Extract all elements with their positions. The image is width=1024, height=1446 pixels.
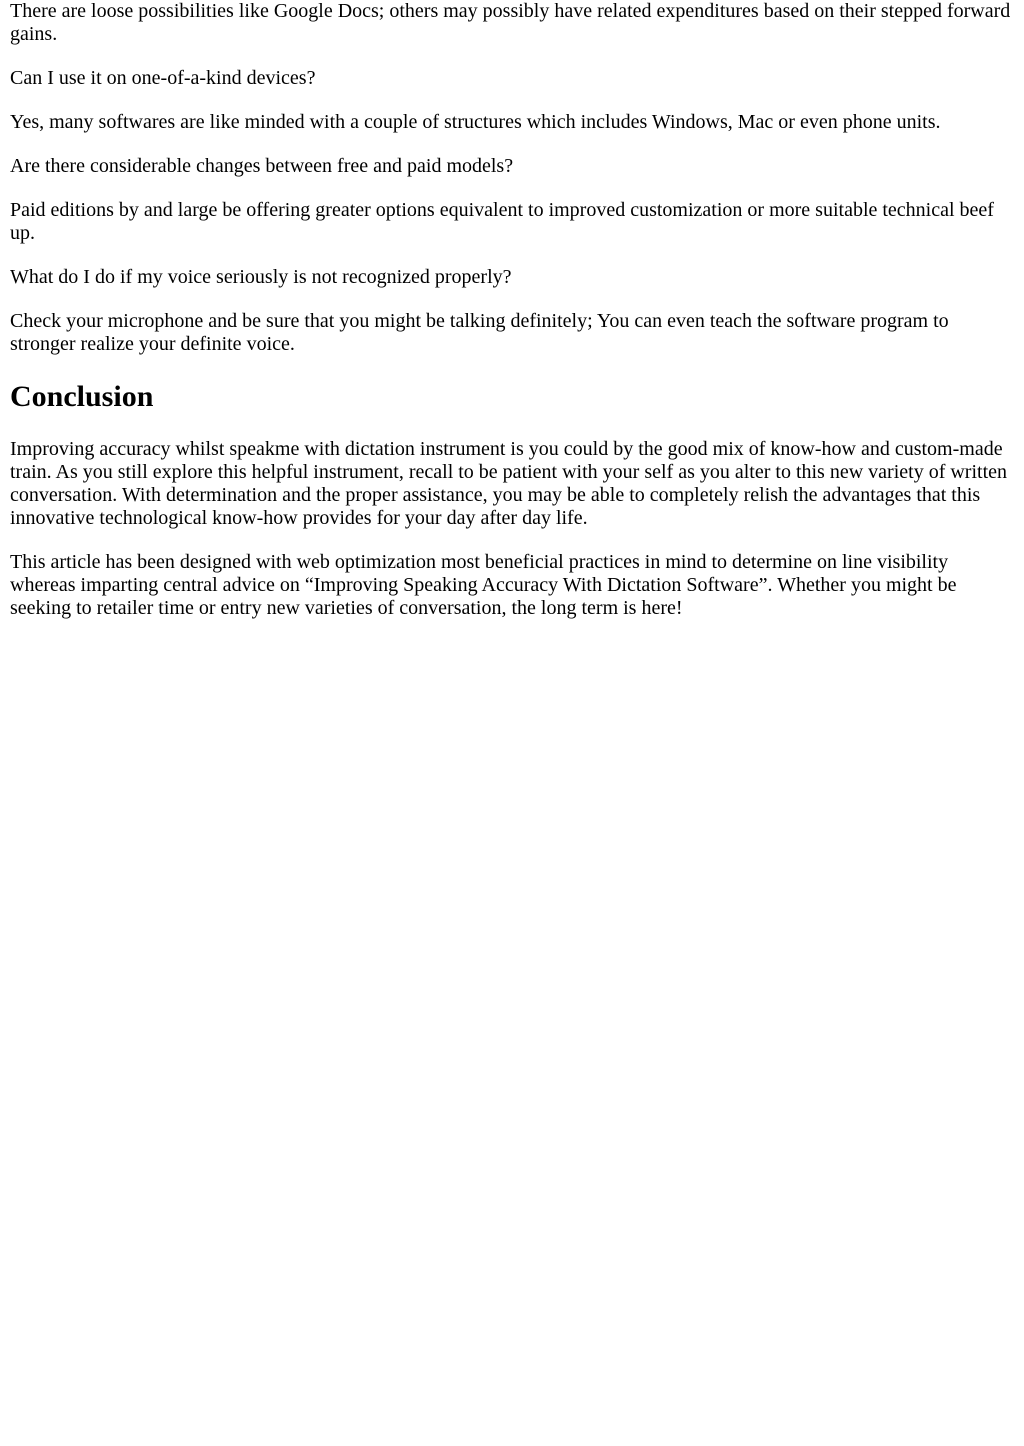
conclusion-paragraph: Improving accuracy whilst speakme with dictation instrument is you could by the good mix of know-how and custom-made train. As you still explore this helpful instrument, recall to be patient with your self as you alter to this new variety of written conversation. With determination and the proper assistance, you may be able to completely relish the advantages that this innovative technological know-how provides for your day after day life. — [10, 438, 1008, 529]
faq-question-devices: Can I use it on one-of-a-kind devices? — [10, 67, 316, 89]
faq-question-free-vs-paid: Are there considerable changes between free and paid models? — [10, 155, 514, 177]
closing-paragraph: This article has been designed with web optimization most beneficial practices in mind to determine on line visibility whereas imparting central advice on “Improving Speaking Accuracy With Dictation Software”. Whether you might be seeking to retailer time or entry new varieties of conversation, the long term is here! — [10, 551, 957, 619]
faq-answer-devices: Yes, many softwares are like minded with a couple of structures which includes Windows, Mac or even phone units. — [10, 111, 941, 133]
paragraph-free-options: There are loose possibilities like Google Docs; others may possibly have related expenditures based on their stepped forward gains. — [10, 0, 1011, 45]
conclusion-heading: Conclusion — [10, 380, 154, 413]
article-body — [0, 0, 1024, 620]
faq-answer-voice-recognition: Check your microphone and be sure that you might be talking definitely; You can even teach the software program to stronger realize your definite voice. — [10, 310, 949, 355]
faq-answer-free-vs-paid: Paid editions by and large be offering greater options equivalent to improved customization or more suitable technical beef up. — [10, 199, 994, 244]
faq-question-voice-recognition: What do I do if my voice seriously is not recognized properly? — [10, 266, 512, 288]
